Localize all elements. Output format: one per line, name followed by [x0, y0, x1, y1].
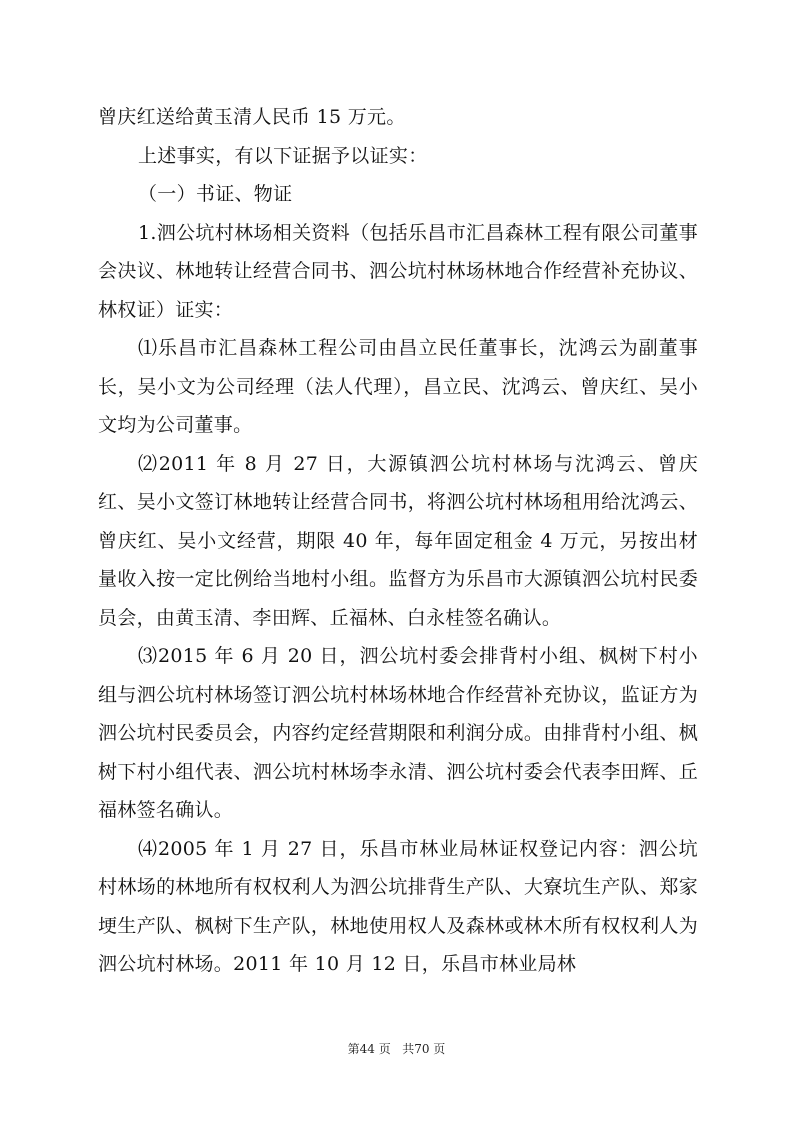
paragraph-8: ⑷2005 年 1 月 27 日，乐昌市林业局林证权登记内容：泗公坑村林场的林地所有权权利人为泗公坑排背生产队、大寮坑生产队、郑家埂生产队、枫树下生产队，林地使用权人及森林或林木所有权权利人为泗公坑村林场。2011 年 10 月 12 日，乐昌市林业局林: [98, 837, 698, 975]
paragraph-5: ⑴乐昌市汇昌森林工程公司由昌立民任董事长，沈鸿云为副董事长，吴小文为公司经理（法人代理），昌立民、沈鸿云、曾庆红、吴小文均为公司董事。: [98, 337, 698, 436]
paragraph-7: ⑶2015 年 6 月 20 日，泗公坑村委会排背村小组、枫树下村小组与泗公坑村林场签订泗公坑村林场林地合作经营补充协议，监证方为泗公坑村民委员会，内容约定经营期限和利润分成。由排背村小组、枫树下村小组代表、泗公坑村林场李永清、泗公坑村委会代表李田辉、丘福林签名确认。: [98, 645, 698, 821]
paragraph-6: ⑵2011 年 8 月 27 日，大源镇泗公坑村林场与沈鸿云、曾庆红、吴小文签订林地转让经营合同书，将泗公坑村林场租用给沈鸿云、曾庆红、吴小文经营，期限 40 年，每年固定租金 4 万元，另按出材量收入按一定比例给当地村小组。监督方为乐昌市大源镇泗公坑村民委员会，由黄玉清、李田辉、丘福林、白永桂签名确认。: [98, 452, 698, 629]
paragraph-4: 1.泗公坑村林场相关资料（包括乐昌市汇昌森林工程有限公司董事会决议、林地转让经营合同书、泗公坑村林场林地合作经营补充协议、林权证）证实：: [98, 221, 698, 321]
paragraph-3: （一）书证、物证: [138, 183, 293, 205]
page-footer: [0, 1040, 793, 1057]
document-body: [98, 98, 698, 984]
page-number: 第44 页: [347, 1042, 391, 1056]
paragraph-1: 曾庆红送给黄玉清人民币 15 万元。: [98, 106, 406, 128]
paragraph-2: 上述事实，有以下证据予以证实：: [138, 144, 428, 167]
total-pages: 共70 页: [402, 1042, 446, 1056]
